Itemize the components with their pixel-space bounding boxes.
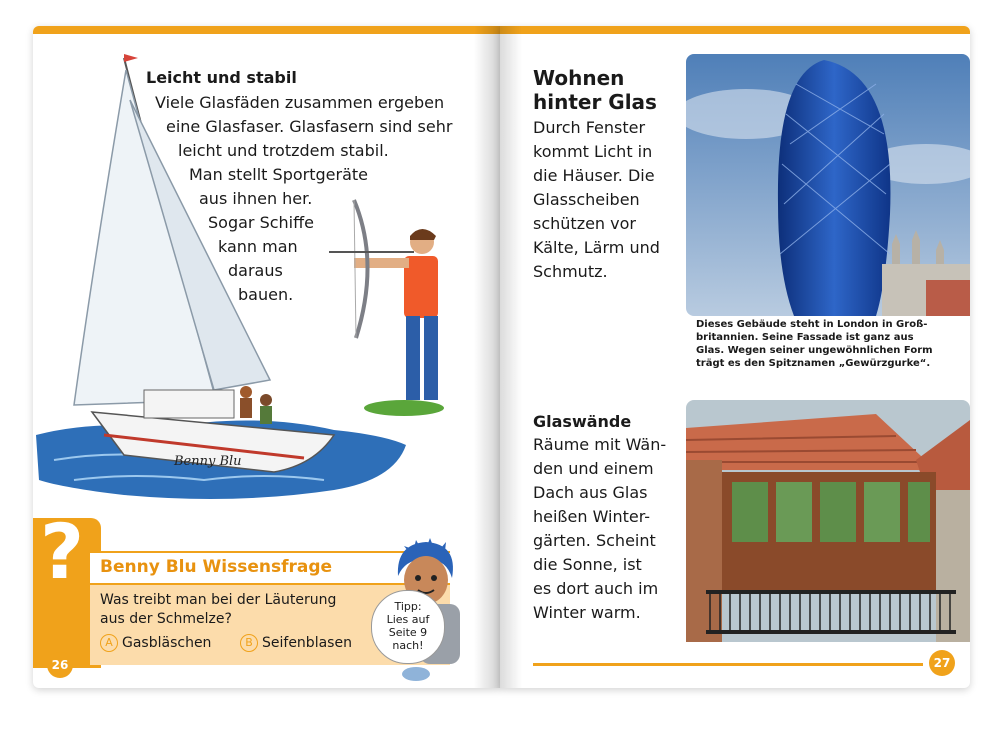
gherkin-building-image bbox=[686, 54, 970, 316]
left-text-line: kann man bbox=[218, 237, 298, 256]
section1-heading bbox=[533, 66, 657, 114]
section2-text-line: Dach aus Glas bbox=[533, 483, 648, 502]
left-text-line: aus ihnen her. bbox=[199, 189, 313, 208]
section1-text-line: Durch Fenster bbox=[533, 118, 646, 137]
tip-line: Seite 9 bbox=[388, 626, 428, 639]
section1-text-line: schützen vor bbox=[533, 214, 636, 233]
quiz-question-line: aus der Schmelze? bbox=[100, 611, 232, 627]
section1-text-line: Schmutz. bbox=[533, 262, 608, 281]
top-accent-bar bbox=[500, 26, 970, 34]
page-number-right: 27 bbox=[929, 650, 955, 676]
tip-line: Lies auf bbox=[386, 613, 430, 626]
bottom-accent-line bbox=[533, 663, 923, 666]
section2-text bbox=[533, 433, 666, 625]
section2-text-line: die Sonne, ist bbox=[533, 555, 642, 574]
section1-text-line: Glasscheiben bbox=[533, 190, 640, 209]
section1-text-line: Kälte, Lärm und bbox=[533, 238, 660, 257]
section2-text-line: heißen Winter- bbox=[533, 507, 651, 526]
caption-line: britannien. Seine Fassade ist ganz aus bbox=[696, 332, 914, 343]
section2-text-line: gärten. Scheint bbox=[533, 531, 656, 550]
top-accent-bar bbox=[33, 26, 500, 34]
page-gutter-shadow bbox=[500, 26, 522, 688]
section1-heading-line: Wohnen bbox=[533, 66, 625, 90]
left-heading: Leicht und stabil bbox=[146, 68, 297, 87]
tip-bubble bbox=[371, 590, 445, 664]
option-a-label: Gasbläschen bbox=[122, 635, 212, 651]
left-text-line: eine Glasfaser. Glasfasern sind sehr bbox=[166, 117, 453, 136]
left-text-line: Man stellt Sportgeräte bbox=[189, 165, 368, 184]
tip-line: nach! bbox=[392, 639, 424, 652]
section2-text-line: Winter warm. bbox=[533, 603, 641, 622]
left-text-line: leicht und trotzdem stabil. bbox=[178, 141, 389, 160]
quiz-title: Benny Blu Wissensfrage bbox=[100, 557, 333, 577]
option-a-badge: A bbox=[100, 634, 118, 652]
left-text-line: Sogar Schiffe bbox=[208, 213, 314, 232]
caption-line: Glas. Wegen seiner ungewöhnlichen Form bbox=[696, 345, 933, 356]
option-b-badge: B bbox=[240, 634, 258, 652]
section1-heading-line: hinter Glas bbox=[533, 90, 657, 114]
quiz-option-b[interactable] bbox=[240, 633, 352, 653]
winter-garden-image bbox=[686, 400, 970, 642]
section1-text-line: die Häuser. Die bbox=[533, 166, 655, 185]
quiz-question-line: Was treibt man bei der Läuterung bbox=[100, 592, 337, 608]
boat-name-text: Benny Blu bbox=[174, 454, 242, 469]
section2-text-line: Räume mit Wän- bbox=[533, 435, 667, 454]
page-number-left: 26 bbox=[47, 652, 73, 678]
section1-text bbox=[533, 116, 660, 284]
option-b-label: Seifenblasen bbox=[262, 635, 352, 651]
image-caption bbox=[690, 316, 970, 374]
section2-text-line: es dort auch im bbox=[533, 579, 659, 598]
section2-text-line: den und einem bbox=[533, 459, 654, 478]
question-mark-icon: ? bbox=[40, 507, 85, 596]
left-text-line: daraus bbox=[228, 261, 283, 280]
caption-line: trägt es den Spitznamen „Gewürzgurke“. bbox=[696, 358, 931, 369]
section2-heading: Glaswände bbox=[533, 412, 632, 431]
left-text-line: bauen. bbox=[238, 285, 294, 304]
quiz-option-a[interactable] bbox=[100, 633, 211, 653]
section1-text-line: kommt Licht in bbox=[533, 142, 653, 161]
tip-line: Tipp: bbox=[394, 600, 422, 613]
left-text-line: Viele Glasfäden zusammen ergeben bbox=[155, 93, 445, 112]
caption-line: Dieses Gebäude steht in London in Groß- bbox=[696, 319, 928, 330]
